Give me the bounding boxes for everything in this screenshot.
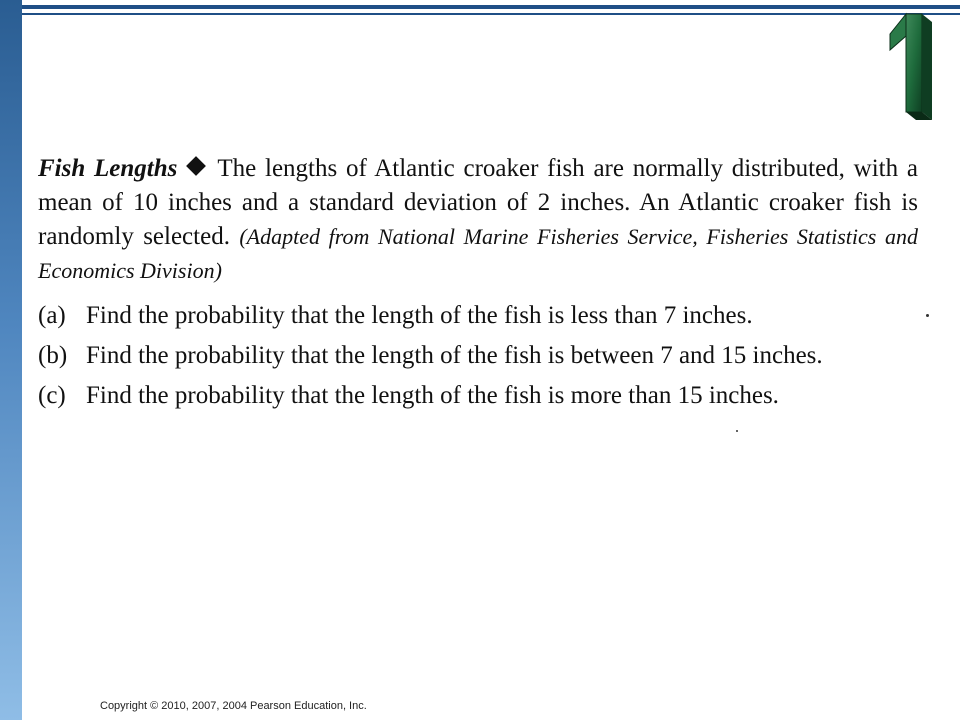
- top-rule-thick: [22, 5, 960, 9]
- part-b: [38, 336, 918, 376]
- left-accent-bar: [0, 0, 22, 720]
- problem-intro-text: The lengths of Atlantic croaker fish are normally distributed, with a mean of 10 inches and a standard deviation of 2 inches. An Atlantic croaker fish is randomly selected.: [38, 155, 918, 250]
- part-label: (c): [38, 382, 66, 409]
- part-label: (a): [38, 302, 66, 329]
- stray-mark: [926, 314, 929, 317]
- part-text: Find the probability that the length of the fish is less than 7 inches.: [86, 302, 753, 329]
- part-a: [38, 296, 918, 336]
- part-text: Find the probability that the length of the fish is more than 15 inches.: [86, 382, 779, 409]
- problem-block: [38, 152, 918, 416]
- copyright-footer: Copyright © 2010, 2007, 2004 Pearson Education, Inc.: [100, 700, 367, 712]
- slide-number-text: 1: [910, 71, 911, 73]
- part-label: (b): [38, 342, 68, 369]
- slide-number-badge: [886, 12, 934, 120]
- part-c: [38, 376, 918, 416]
- stray-mark: [736, 430, 738, 432]
- problem-source: (Adapted from National Marine Fisheries Service, Fisheries Statistics and Economics Division): [38, 224, 918, 283]
- problem-title: Fish Lengths: [38, 155, 178, 182]
- part-text: Find the probability that the length of the fish is between 7 and 15 inches.: [86, 342, 823, 369]
- top-rule-thin: [22, 13, 960, 15]
- diamond-icon: [186, 156, 206, 176]
- problem-parts: [38, 296, 918, 416]
- problem-intro: [38, 152, 918, 288]
